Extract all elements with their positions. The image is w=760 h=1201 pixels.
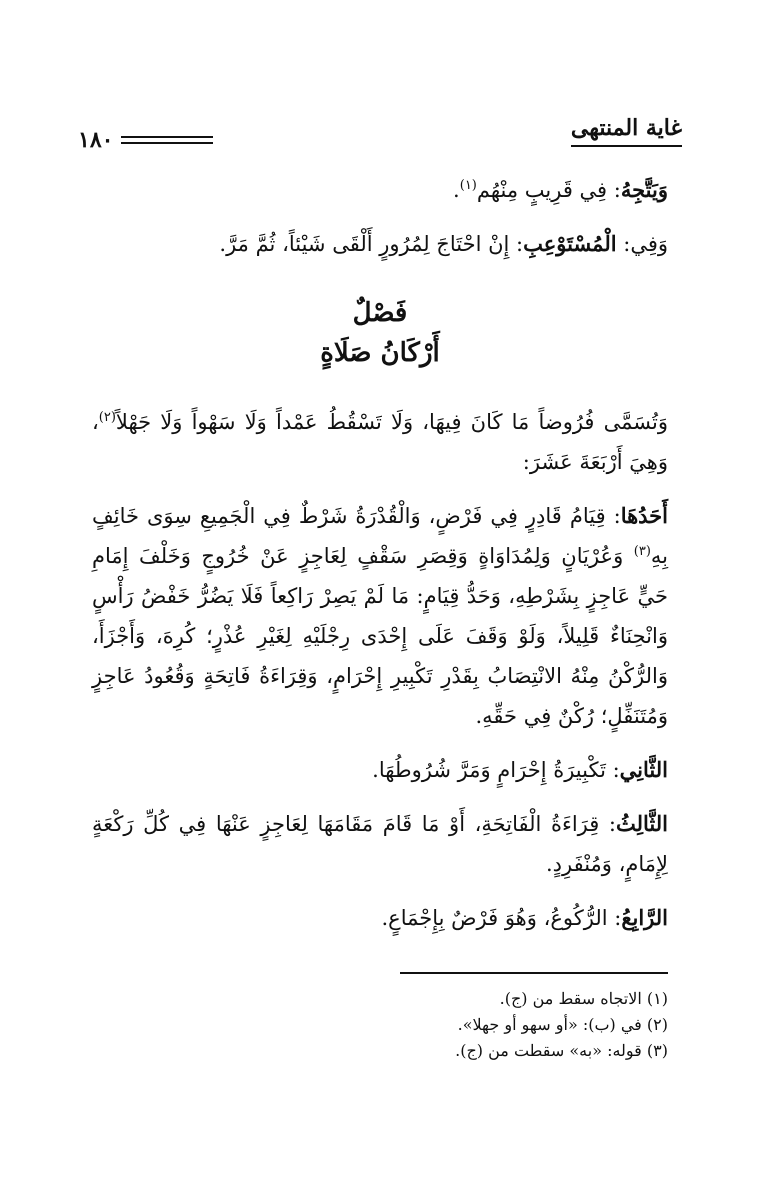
paragraph-yattajih (92, 170, 668, 210)
running-title: غاية المنتهى (571, 115, 682, 147)
main-text (92, 170, 668, 952)
page-number-rule (121, 136, 213, 144)
paragraph-mustawib (92, 224, 668, 264)
footnote-ref-2[interactable]: (٢) (98, 410, 116, 425)
paragraph-end: . (453, 178, 460, 202)
lead-term: الثَّانِي (619, 757, 668, 782)
footnote-ref-1[interactable]: (١) (459, 178, 477, 193)
paragraph-third-pillar (92, 804, 668, 884)
paragraph-fourth-pillar (92, 898, 668, 938)
paragraph-text: ، وَهِيَ أَرْبَعَةَ عَشَرَ: (92, 410, 668, 474)
paragraph-text: وَفِي: (616, 232, 668, 256)
paragraph-intro (92, 402, 668, 482)
paragraph-text: وَعُرْيَانٍ وَلِمُدَاوَاةٍ وَقِصَرِ سَقْفٍ لِعَاجِزٍ عَنْ خُرُوجٍ وَخَلْفَ إِمَامِ حَيٍّ عَاجِزٍ بِشَرْطِهِ، وَحَدُّ قِيَامٍ: مَا لَمْ يَصِرْ رَاكِعاً فَلَا يَضُرُّ خَفْضُ رَأْسٍ وَانْحِنَاءٌ قَلِيلاً، وَلَوْ وَقَفَ عَلَى إِحْدَى رِجْلَيْهِ لِغَيْرِ عُذْرٍ؛ كُرِهَ، وَأَجْزَأَ، وَالرُّكْنُ مِنْهُ الانْتِصَابُ بِقَدْرِ تَكْبِيرِ إِحْرَامٍ، وَقِرَاءَةُ فَاتِحَةٍ وَقُعُودُ عَاجِزٍ وَمُتَنَفِّلٍ؛ رُكْنٌ فِي حَقِّهِ. (92, 544, 668, 728)
lead-term: الثَّالِثُ (616, 811, 668, 836)
paragraph-second-pillar (92, 750, 668, 790)
paragraph-first-pillar (92, 496, 668, 736)
section-heading: فَصْلٌ (352, 298, 408, 328)
footnote-divider (400, 972, 668, 974)
page-number: ١٨٠ (78, 127, 114, 153)
paragraph-text: : إِنْ احْتَاجَ لِمُرُورٍ أَلْقَى شَيْئاً، ثُمَّ مَرَّ. (219, 232, 524, 256)
section-subheading: أَرْكَانُ صَلَاةٍ (320, 338, 440, 368)
footnote-1: (١) الاتجاه سقط من (ج). (499, 989, 668, 1008)
paragraph-text: : تَكْبِيرَةُ إِحْرَامٍ وَمَرَّ شُرُوطُهَا. (372, 758, 620, 782)
lead-term: أَحَدُهَا (620, 503, 668, 528)
paragraph-text: : فِي قَرِيبٍ مِنْهُم (476, 178, 621, 202)
lead-term: الْمُسْتَوْعِبِ (523, 231, 617, 256)
paragraph-text: : قِرَاءَةُ الْفَاتِحَةِ، أَوْ مَا قَامَ مَقَامَهَا لِعَاجِزٍ عَنْهَا فِي كُلِّ رَكْعَةٍ لِإِمَامٍ، وَمُنْفَرِدٍ. (92, 812, 668, 876)
lead-term: وَيَتَّجِهُ (620, 177, 668, 202)
paragraph-text: وَتُسَمَّى فُرُوضاً مَا كَانَ فِيهَا، وَلَا تَسْقُطُ عَمْداً وَلَا سَهْواً وَلَا جَهْلاً (115, 410, 668, 434)
paragraph-text: : قِيَامُ قَادِرٍ فِي فَرْضٍ، وَالْقُدْرَةُ شَرْطٌ فِي الْجَمِيعِ سِوَى خَائِفٍ بِهِ (92, 504, 668, 568)
paragraph-text: : الرُّكُوعُ، وَهُوَ فَرْضٌ بِإِجْمَاعٍ. (381, 906, 622, 930)
footnotes (92, 986, 668, 1064)
page-header (78, 115, 682, 155)
footnote-2: (٢) في (ب): «أو سهو أو جهلا». (457, 1015, 668, 1034)
footnote-3: (٣) قوله: «به» سقطت من (ج). (455, 1041, 668, 1060)
page-number-block (78, 127, 213, 153)
footnote-ref-3[interactable]: (٣) (633, 544, 651, 559)
lead-term: الرَّابِعُ (621, 905, 668, 930)
